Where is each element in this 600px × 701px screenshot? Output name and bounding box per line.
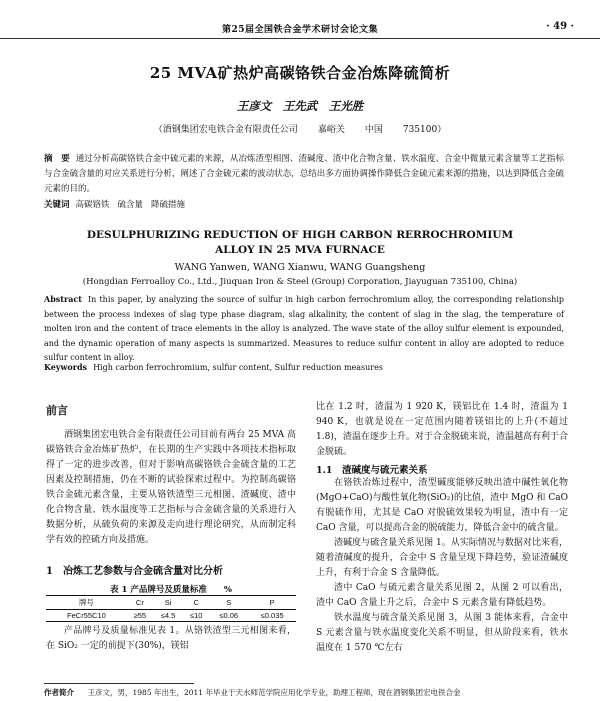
right-intro-paragraph: 比在 1.2 时，渣温为 1 920 K，镁铝比在 1.4 时，渣温为 1 940 K，也就是说在一定范围内随着镁铝比的上升(不超过 1.8)，渣温在逐步上升。对于合金脱硫来说，渣温越高有利于合金脱硫。 [316, 402, 568, 457]
affiliation-country: 中国 [364, 125, 383, 135]
table-cell: ≤4.5 [153, 610, 183, 622]
affiliation-postcode: 735100） [402, 125, 447, 135]
english-title-line: DESULPHURIZING REDUCTION OF HIGH CARBON RERROCHROMIUM [86, 229, 514, 241]
english-title [40, 228, 560, 258]
abstract-cn [44, 152, 564, 197]
table-cell: ≤10 [183, 610, 209, 622]
paragraph: 在铬铁冶炼过程中，渣型碱度能够反映出渣中碱性氧化物(MgO+CaO)与酸性氧化物(SiO₂)的比值，渣中 MgO 和 CaO 有脱硫作用，尤其是 CaO 对脱硫效果较为明显，渣中有一定 CaO 含量，可以提高合金的脱硫能力，降低合金中的硫含量。 [316, 478, 568, 533]
table1 [46, 595, 296, 622]
abstract-en-label: Abstract [44, 294, 82, 304]
right-column [316, 400, 568, 656]
table-header-cell: P [248, 596, 296, 610]
keywords-cn-label: 关键词 [44, 200, 70, 210]
table-cell: FeCr55C10 [46, 610, 127, 622]
english-affiliation: (Hongdian Ferroalloy Co., Ltd., Jiuquan Iron & Steel (Group) Corporation, Jiayuguan 735100, China) [82, 277, 518, 287]
table-cell: ≤0.035 [248, 610, 296, 622]
left-column [46, 400, 296, 654]
table-header-cell: S [209, 596, 248, 610]
author-footnote [44, 687, 584, 698]
journal-title: 第25届全国铁合金学术研讨会论文集 [221, 25, 379, 35]
table-header-cell: Cr [127, 596, 153, 610]
page-number: · 49 · [546, 21, 574, 32]
paragraph: 渣中 CaO 与硫元素含量关系见图 2，从图 2 可以看出，渣中 CaO 含量上升之后，合金中 S 元素含量有降低趋势。 [316, 583, 568, 608]
keywords-en [44, 362, 564, 372]
keyword-item: 降硫措施 [151, 200, 186, 210]
affiliation-city: 嘉峪关 [317, 125, 345, 135]
after-table-paragraph: 产品牌号及质量标准见表 1。从铬铁渣型三元相图来看，在 SiO₂ 一定的前提下(30%)，镁铝 [46, 626, 296, 651]
table-row [46, 610, 296, 622]
running-header [0, 0, 600, 39]
table-cell: ≤0.06 [209, 610, 248, 622]
affiliation [0, 122, 600, 135]
subsection-heading: 1.1 渣碱度与硫元素关系 [316, 465, 428, 476]
keywords-en-label: Keywords [44, 362, 88, 372]
paragraph: 铁水温度与硫含量关系见图 3，从图 3 能体来看，合金中 S 元素含量与铁水温度变化关系不明显，但从阶段来看，铁水温度在 1 570 ℃左右 [316, 613, 568, 653]
keyword-item: 高碳铬铁 [75, 200, 110, 210]
abstract-en [44, 292, 564, 366]
footnote-text: 王彦文，男，1985 年出生，2011 年毕业于天水师范学院应用化学专业，助理工程师，现在酒钢集团宏电铁合金 [87, 688, 461, 697]
preface-paragraph: 酒钢集团宏电铁合金有限责任公司目前有两台 25 MVA 高碳铬铁合金冶炼矿热炉，在长期的生产实践中各项技术指标取得了一定的进步改善，但对于影响高碳铬铁合金硫含量的工艺因素及控制措施，仍在不断的试验探索过程中。为控制高碳铬铁合金硫元素含量，主要从铬铁渣型三元相图、渣碱度、渣中化合物含量、铁水温度等工艺指标与合金硫含量的关系进行入数据分析，从硫负荷的来源及走向进行理论研究，从而制定科学有效的控硫方向及措施。 [46, 430, 296, 545]
footnote-label: 作者简介 [44, 688, 74, 697]
affiliation-org: （酒钢集团宏电铁合金有限责任公司 [153, 125, 298, 135]
section1-heading: 1 冶炼工艺参数与合金硫含量对比分析 [46, 566, 223, 577]
abstract-cn-label: 摘 要 [44, 154, 70, 164]
authors: 王彦文 王先武 王光胜 [236, 99, 364, 113]
keyword-item: 硫含量 [117, 200, 144, 210]
table-cell: ≥55 [127, 610, 153, 622]
paragraph: 渣碱度与硫含量关系见图 1。从实际情况与数据对比来看，随着渣碱度的提升，合金中 S 含量呈现下降趋势，验证渣碱度上升，有利于合金 S 含量降低。 [316, 538, 568, 578]
table-header-cell: 牌号 [46, 596, 127, 610]
table-header-row [46, 596, 296, 610]
table-header-cell: C [183, 596, 209, 610]
table1-title: 表 1 产品牌号及质量标准 % [110, 585, 232, 595]
english-title-line: ALLOY IN 25 MVA FURNACE [215, 244, 385, 256]
english-authors: WANG Yanwen, WANG Xianwu, WANG Guangsheng [174, 262, 426, 273]
preface-heading: 前言 [46, 404, 68, 417]
keywords-en-text: High carbon ferrochromium, sulfur content, Sulfur reduction measures [93, 363, 383, 372]
table-header-cell: Si [153, 596, 183, 610]
footnote-rule [44, 683, 194, 684]
abstract-cn-text: 通过分析高碳铬铁合金中硫元素的来源，从冶炼渣型相图、渣碱度、渣中化合物含量、铁水温度、合金中微量元素含量等工艺指标与合金硫含量的对应关系进行分析，阐述了合金硫元素的波动状态，总结出多方面协调操作降低合金硫元素来源的措施，以达到降低合金硫元素的目的。 [44, 154, 564, 194]
keywords-cn [44, 198, 564, 210]
abstract-en-text: In this paper, by analyzing the source of sulfur in high carbon ferrochromium alloy, the corresponding relationship between the process indexes of slag type phase diagram, slag alkalinity, the content of slag in the slag, the temperature of molten iron and the content of trace elements in the alloy is analyzed. The wave state of the alloy sulfur element is expounded, and the dynamic operation of many aspects is summarized. Measures to reduce sulfur content in alloy are adopted to reduce sulfur content in alloy. [44, 295, 564, 362]
paper-title: 25 MVA矿热炉高碳铬铁合金冶炼降硫简析 [149, 64, 451, 82]
